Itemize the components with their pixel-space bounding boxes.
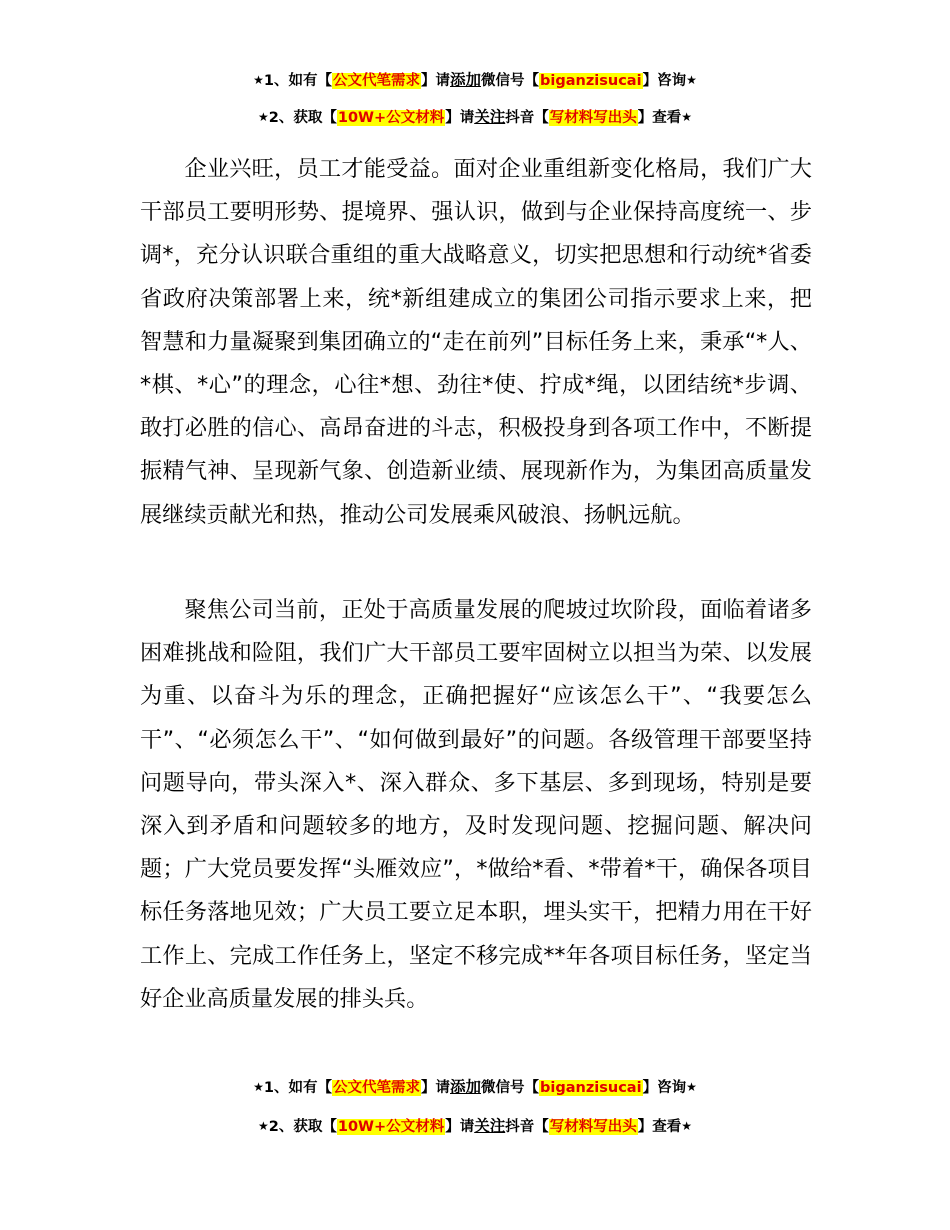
banner-text: 】咨询 [642, 73, 687, 89]
banner-text: 2、获取【 [268, 110, 337, 126]
top-banner-line-2 [0, 107, 950, 128]
highlight-service: 公文代笔需求 [333, 73, 420, 89]
bottom-banner-line-2 [0, 1116, 950, 1137]
top-banner-line-1 [0, 70, 950, 91]
star-icon: ★ [686, 73, 697, 87]
star-icon: ★ [258, 110, 269, 124]
underlined-action: 关注 [474, 1117, 506, 1135]
body-paragraph-2: 聚焦公司当前，正处于高质量发展的爬坡过坎阶段，面临着诸多困难挑战和险阻，我们广大干部员工要牢固树立以担当为荣、以发展为重、以奋斗为乐的理念，正确把握好“应该怎么干”、“我要怎么干”、“必须怎么干”、“如何做到最好”的问题。各级管理干部要坚持问题导向，带头深入*、深入群众、多下基层、多到现场，特别是要深入到矛盾和问题较多的地方，及时发现问题、挖掘问题、解决问题；广大党员要发挥“头雁效应”，*做给*看、*带着*干，确保各项目标任务落地见效；广大员工要立足本职，埋头实干，把精力用在干好工作上、完成工作任务上，坚定不移完成**年各项目标任务，坚定当好企业高质量发展的排头兵。 [140, 597, 812, 1012]
banner-text: 1、如有【 [263, 1080, 332, 1096]
banner-text: 】请 [421, 1080, 450, 1096]
banner-text: 2、获取【 [268, 1119, 337, 1135]
highlight-materials: 10W+公文材料 [337, 110, 445, 126]
banner-text: 抖音【 [505, 1119, 549, 1135]
highlight-douyin-account: 写材料写出头 [549, 110, 637, 126]
banner-text: 】查看 [637, 1119, 682, 1135]
underlined-action: 关注 [474, 108, 506, 126]
body-paragraph-1: 企业兴旺，员工才能受益。面对企业重组新变化格局，我们广大干部员工要明形势、提境界、强认识，做到与企业保持高度统一、步调*，充分认识联合重组的重大战略意义，切实把思想和行动统*省委省政府决策部署上来，统*新组建成立的集团公司指示要求上来，把智慧和力量凝聚到集团确立的“走在前列”目标任务上来，秉承“*人、*棋、*心”的理念，心往*想、劲往*使、拧成*绳，以团结统*步调、敢打必胜的信心、高昂奋进的斗志，积极投身到各项工作中，不断提振精气神、呈现新气象、创造新业绩、展现新作为，为集团高质量发展继续贡献光和热，推动公司发展乘风破浪、扬帆远航。 [140, 156, 812, 528]
banner-text: 微信号【 [481, 1080, 540, 1096]
banner-text: 】请 [421, 73, 450, 89]
banner-text: 】查看 [637, 110, 682, 126]
underlined-action: 添加 [450, 1078, 482, 1096]
highlight-service: 公文代笔需求 [333, 1080, 420, 1096]
star-icon: ★ [253, 1080, 264, 1094]
highlight-wechat-id: biganzisucai [540, 73, 642, 89]
star-icon: ★ [258, 1119, 269, 1133]
bottom-banner-line-1 [0, 1077, 950, 1098]
banner-text: 】请 [445, 110, 475, 126]
highlight-materials: 10W+公文材料 [337, 1119, 445, 1135]
underlined-action: 添加 [450, 71, 482, 89]
banner-text: 抖音【 [505, 110, 549, 126]
banner-text: 1、如有【 [263, 73, 332, 89]
banner-text: 】请 [445, 1119, 475, 1135]
banner-text: 微信号【 [481, 73, 540, 89]
star-icon: ★ [681, 110, 692, 124]
star-icon: ★ [681, 1119, 692, 1133]
banner-text: 】咨询 [642, 1080, 687, 1096]
highlight-wechat-id: biganzisucai [540, 1080, 642, 1096]
star-icon: ★ [686, 1080, 697, 1094]
star-icon: ★ [253, 73, 264, 87]
highlight-douyin-account: 写材料写出头 [549, 1119, 637, 1135]
